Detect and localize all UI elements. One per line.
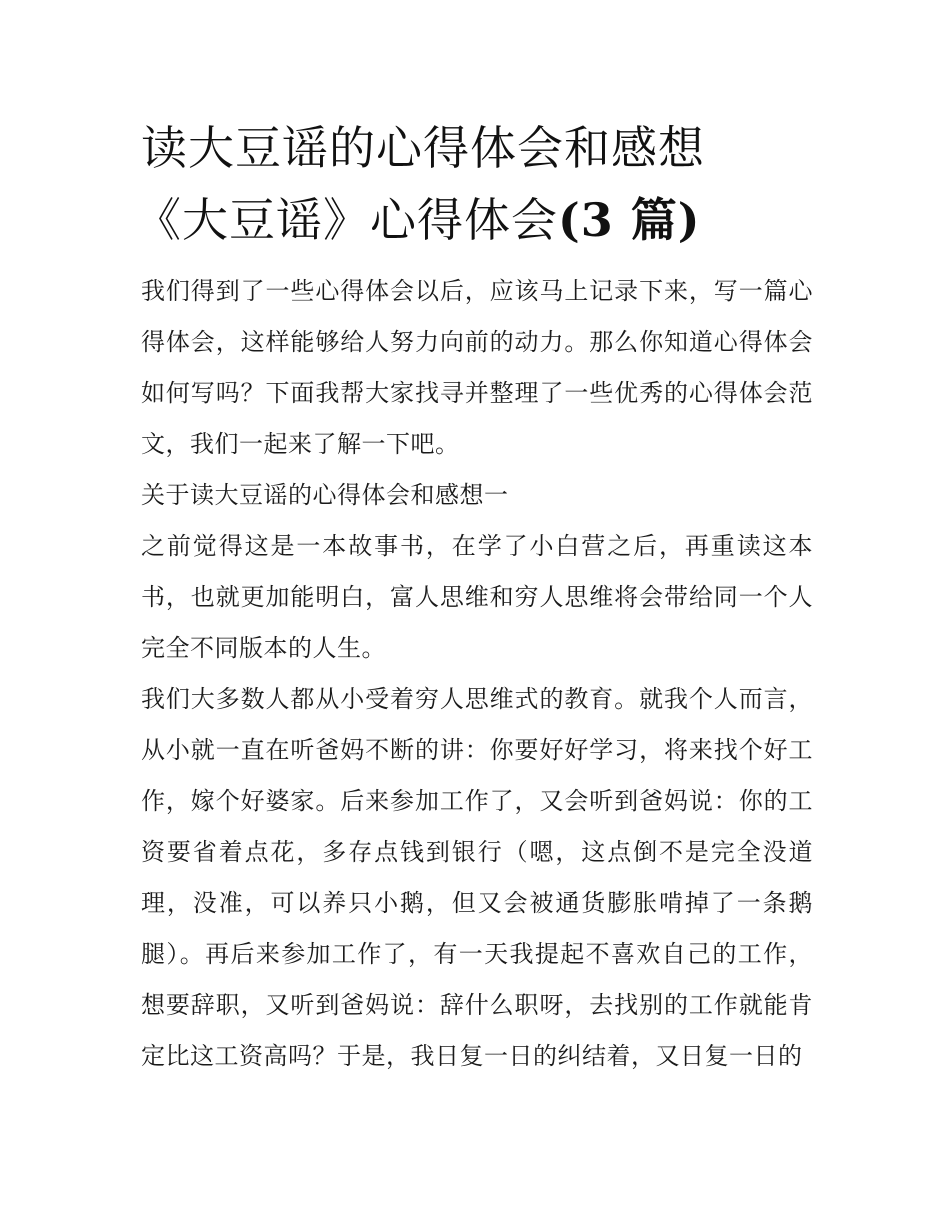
section-heading: 关于读大豆谣的心得体会和感想一	[141, 481, 509, 509]
body-paragraph-2: 我们大多数人都从小受着穷人思维式的教育。就我个人而言，从小就一直在听爸妈不断的讲：你要好好学习，将来找个好工作，嫁个好婆家。后来参加工作了，又会听到爸妈说：你的工资要省着点花，多存点钱到银行（嗯，这点倒不是完全没道理，没准，可以养只小鹅，但又会被通货膨胀啃掉了一条鹅腿）。再后来参加工作了，有一天我提起不喜欢自己的工作，想要辞职，又听到爸妈说：辞什么职呀，去找别的工作就能肯定比这工资高吗？于是，我日复一日的纠结着，又日复一日的	[141, 685, 813, 1070]
document-content	[135, 112, 813, 1082]
document-body	[141, 266, 813, 1082]
title-line-1: 读大豆谣的心得体会和感想	[141, 121, 705, 175]
body-paragraph-1: 之前觉得这是一本故事书，在学了小白营之后，再重读这本书，也就更加能明白，富人思维和穷人思维将会带给同一个人完全不同版本的人生。	[141, 532, 813, 662]
title-line-2-suffix: (3 篇)	[558, 193, 701, 247]
title-line-2-prefix: 《大豆谣》心得体会	[135, 193, 558, 247]
document-title	[135, 112, 813, 256]
title-line-2	[135, 184, 813, 256]
intro-paragraph: 我们得到了一些心得体会以后，应该马上记录下来，写一篇心得体会，这样能够给人努力向前的动力。那么你知道心得体会如何写吗？下面我帮大家找寻并整理了一些优秀的心得体会范文，我们一起来了解一下吧。	[141, 277, 813, 458]
